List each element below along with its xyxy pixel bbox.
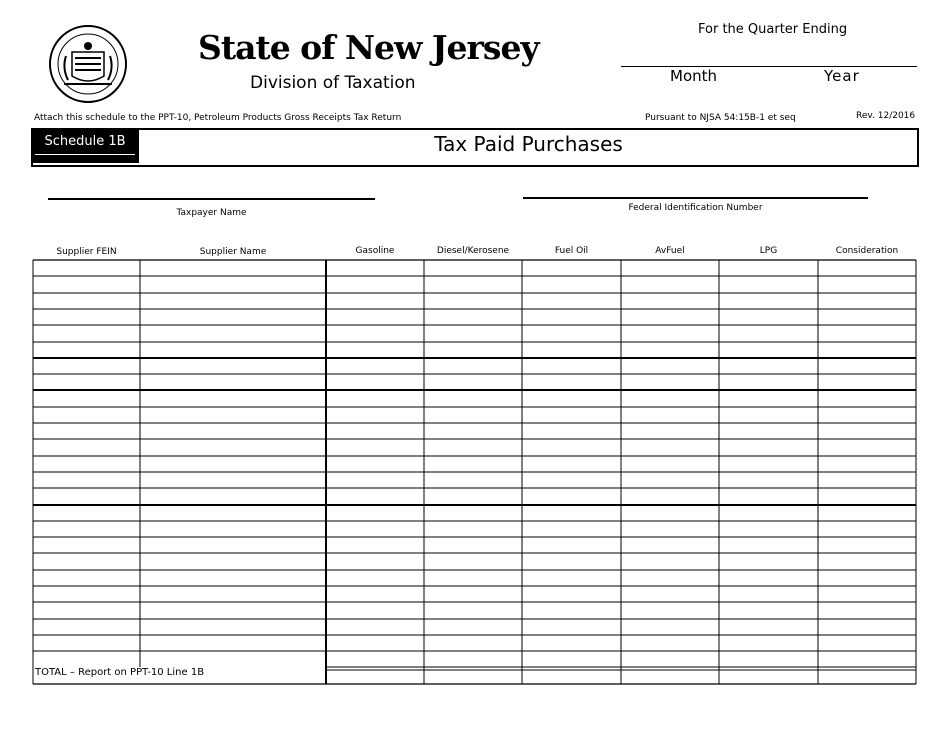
quarter-ending-label: For the Quarter Ending <box>698 22 848 37</box>
col-header-diesel-kerosene: Diesel/Kerosene <box>436 246 510 256</box>
attach-note: Attach this schedule to the PPT-10, Petroleum Products Gross Receipts Tax Return <box>34 113 402 123</box>
col-header-avfuel: AvFuel <box>655 246 685 256</box>
division-name: Division of Taxation <box>250 73 416 93</box>
fein-label: Federal Identification Number <box>628 203 763 213</box>
col-header-fuel-oil: Fuel Oil <box>554 246 589 256</box>
taxpayer-name-label: Taxpayer Name <box>176 208 247 218</box>
state-title: State of New Jersey <box>198 28 539 67</box>
schedule-label: Schedule 1B <box>35 134 135 155</box>
col-header-gasoline: Gasoline <box>355 246 395 256</box>
month-label: Month <box>670 67 718 85</box>
schedule-title: Tax Paid Purchases <box>434 132 623 156</box>
col-header-supplier-name: Supplier Name <box>199 247 267 257</box>
col-header-consideration: Consideration <box>835 246 899 256</box>
year-label: Year <box>824 67 860 85</box>
total-label: TOTAL – Report on PPT-10 Line 1B <box>35 667 205 678</box>
col-header-lpg: LPG <box>759 246 778 256</box>
statute-note: Pursuant to NJSA 54:15B-1 et seq <box>645 113 796 123</box>
revision-date: Rev. 12/2016 <box>856 111 916 121</box>
col-header-supplier-fein: Supplier FEIN <box>56 247 117 257</box>
